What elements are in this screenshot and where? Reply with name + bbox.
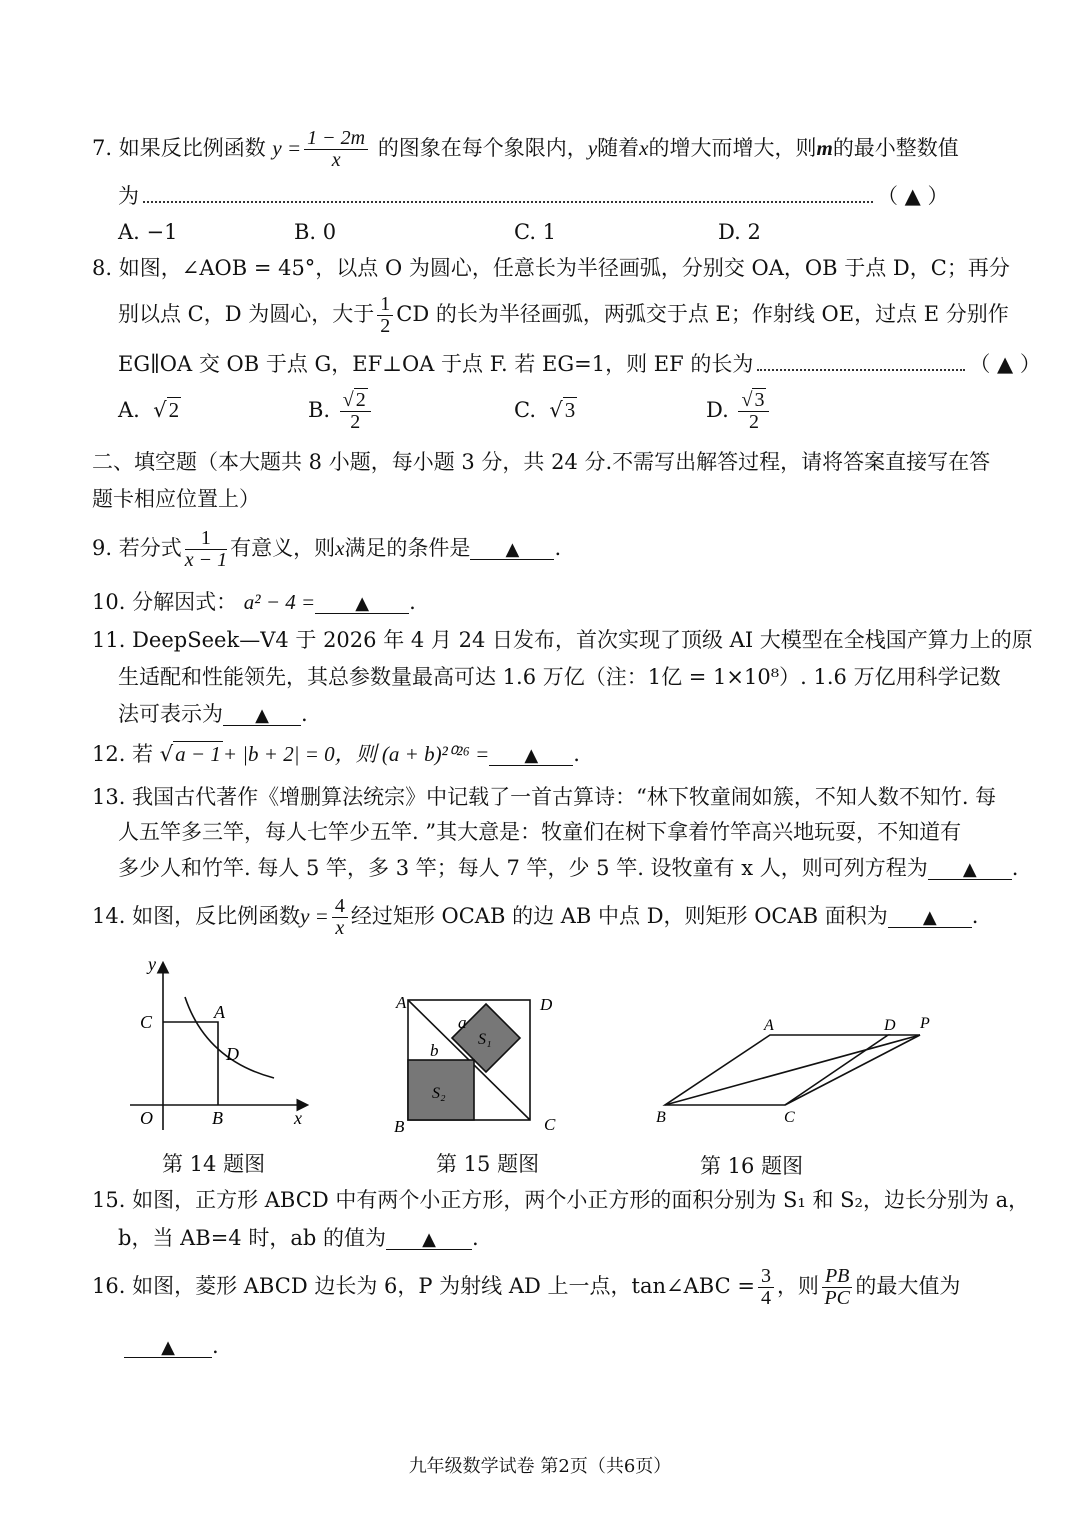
q10: 10. 分解因式： a² − 4 = ▲ . [92,590,416,614]
figure-14-caption: 第 14 题图 [162,1152,266,1176]
figure-15-caption: 第 15 题图 [436,1152,540,1176]
figure-16 [650,1010,950,1135]
section2-heading-cont: 题卡相应位置上） [92,487,260,511]
segment-pc [785,1035,920,1105]
label-b: B [394,1117,405,1136]
figure-16-caption: 第 16 题图 [700,1154,804,1178]
q11-line1: 11. DeepSeek—V4 于 2026 年 4 月 24 日发布，首次实现了顶级 AI 大模型在全栈国产算力上的原 [92,628,1033,652]
q7-fraction: $\frac{1 - 2m}{x}$ [304,128,368,171]
q15-line1: 15. 如图，正方形 ABCD 中有两个小正方形，两个小正方形的面积分别为 S₁ 和 S₂，边长分别为 a， [92,1188,1030,1212]
q7-number: 7. [92,136,113,160]
q11-line3: 法可表示为 ▲ . [118,702,308,726]
rectangle-ocab [163,1022,218,1105]
segment-pb [665,1035,920,1105]
label-a: A [764,1017,774,1034]
label-c: C [784,1109,795,1126]
label-s2: S₂ [432,1085,446,1102]
label-d: D [540,995,553,1014]
q12: 12. 若 √a − 1+ |b + 2| = 0，则 (a + b)²⁰²⁶ = ▲ . [92,742,580,766]
answer-blank: ▲ [470,538,554,560]
answer-paren: （ ▲ ） [877,184,949,208]
q8-option-b: B. $\frac{√ 2}{2}$ [308,390,374,433]
q13-line1: 13. 我国古代著作《增删算法统宗》中记载了一首古算诗：“林下牧童闹如簇，不知人数不知竹. 每 [92,785,997,809]
q8-line2: 别以点 C，D 为圆心，大于 $\frac{1}{2}$ CD 的长为半径画弧，两弧交于点 E；作射线 OE，过点 E 分别作 [118,293,1009,337]
q8-option-d: D. $\frac{√ 3}{2}$ [706,390,772,433]
q7-option-c: C. 1 [514,220,557,244]
label-c: C [140,1012,153,1032]
label-side-a: a [458,1013,467,1032]
figure-14 [110,950,320,1140]
label-b: B [212,1108,223,1128]
label-d: D [226,1044,239,1064]
answer-blank: ▲ [124,1336,212,1358]
label-o: O [140,1108,153,1128]
q7-option-b: B. 0 [294,220,337,244]
q8-option-c: C. √3 [514,398,576,422]
label-s1: S₁ [478,1031,492,1048]
label-a: A [214,1002,225,1022]
q8-option-a: A. √2 [118,398,180,422]
label-y: y [148,954,156,974]
label-c: C [544,1115,556,1134]
label-side-b: b [430,1041,439,1060]
hyperbola-curve [185,997,274,1078]
q9: 9. 若分式 $\frac{1}{x - 1}$ 有意义，则x满足的条件是 ▲ . [92,527,562,571]
figure-15 [390,990,570,1140]
answer-blank: ▲ [928,858,1012,880]
answer-blank: ▲ [888,906,972,928]
label-d: D [884,1017,896,1034]
q7-option-d: D. 2 [718,220,761,244]
answer-blank: ▲ [386,1228,472,1250]
q13-line3: 多少人和竹竿. 每人 5 竿，多 3 竿；每人 7 竿，少 5 竿. 设牧童有 x 人，则可列方程为 ▲ . [118,856,1019,880]
q14: 14. 如图，反比例函数y = $\frac{4}{x}$ 经过矩形 OCAB 的边 AB 中点 D，则矩形 OCAB 面积为 ▲ . [92,895,979,939]
answer-blank: ▲ [223,704,301,726]
label-p: P [920,1015,930,1032]
label-b: B [656,1109,666,1126]
q15-line2: b，当 AB=4 时，ab 的值为 ▲ . [118,1226,479,1250]
q8-line1: 8. 如图，∠AOB = 45°，以点 O 为圆心，任意长为半径画弧，分别交 OA，OB 于点 D，C；再分 [92,256,1010,280]
q16-answer: ▲ . [124,1334,219,1359]
label-a: A [396,993,407,1012]
q13-line2: 人五竿多三竿，每人七竿少五竿. ”其大意是：牧童们在树下拿着竹竿高兴地玩耍，不知道有 [118,820,962,844]
section2-heading: 二、填空题（本大题共 8 小题，每小题 3 分，共 24 分.不需写出解答过程，请将答案直接写在答 [92,450,991,474]
q16: 16. 如图，菱形 ABCD 边长为 6，P 为射线 AD 上一点，tan∠ABC = $\frac{3}{4}$ ，则 $\frac{PB}{PC}$ 的最大值为 [92,1265,961,1309]
answer-blank: ▲ [489,744,573,766]
answer-paren: （ ▲ ） [969,352,1041,376]
answer-blank: ▲ [315,592,409,614]
q8-line3: EG∥OA 交 OB 于点 G，EF⊥OA 于点 F. 若 EG=1，则 EF 的长为 （ ▲ ） [118,352,1041,376]
q7-line2: 为 （ ▲ ） [118,184,949,208]
rhombus-abcd [665,1035,888,1105]
q11-line2: 生适配和性能领先，其总参数量最高可达 1.6 万亿（注：1亿 = 1×10⁸）. 1.6 万亿用科学记数 [118,665,1001,689]
q7-option-a: A. −1 [118,220,178,244]
q7-line1: 7. 如果反比例函数 y = $\frac{1 - 2m}{x}$ 的图象在每个象限内，y随着x的增大而增大，则m的最小整数值 [92,127,959,171]
page-footer: 九年级数学试卷 第2页（共6页） [408,1456,672,1477]
label-x: x [294,1108,302,1128]
